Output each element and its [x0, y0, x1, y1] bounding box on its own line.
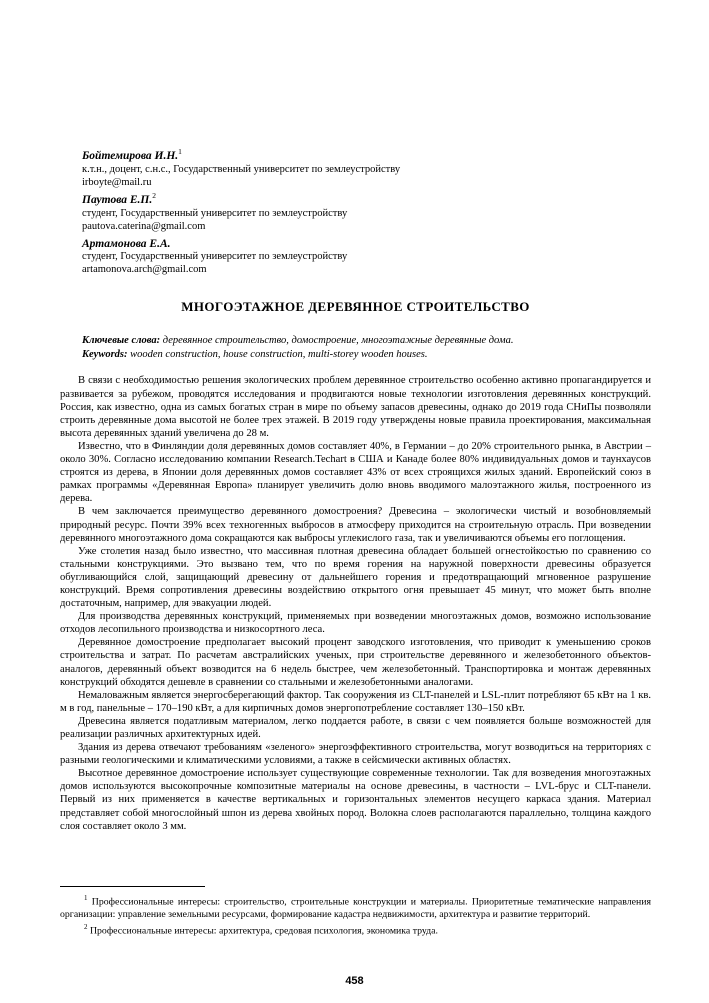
paragraph: Древесина является податливым материалом, легко поддается работе, в связи с чем появляется больше возможностей для реализации различных архитектурных идей.: [60, 715, 651, 741]
paragraph: Известно, что в Финляндии доля деревянных домов составляет 40%, в Германии – до 20% строительного рынка, в Австрии – около 30%. Согласно исследованию компании Research.Techart в США и Канаде более 80% индивидуальных домов и таунхаусов строятся из дерева, в Японии доля деревянных домов составляет 43% от всех строящихся жилых зданий. Европейский союз в рамках программы «Деревянная Европа» планирует увеличить долю вновь вводимого малоэтажного жилья, построенного из дерева.: [60, 440, 651, 505]
author-footnote-marker: 2: [152, 190, 156, 200]
keywords-en-label: Keywords:: [82, 348, 128, 360]
paragraph: Деревянное домостроение предполагает высокий процент заводского изготовления, что приводит к уменьшению сроков строительства и затрат. По расчетам австралийских ученых, при строительстве деревянного и железобетонного объектов-аналогов, деревянный объект возводится на 6 недель быстрее, чем железобетонный. Транспортировка и монтаж деревянных конструкций обходятся дешевле в сравнении со стальными и железобетонными аналогами.: [60, 637, 651, 688]
paragraph: Для производства деревянных конструкций, применяемых при возведении многоэтажных домов, возможно использование отходов лесопильного производства и низкосортного леса.: [60, 611, 651, 636]
page-content: [60, 0, 651, 833]
footnote: [60, 921, 651, 938]
page-number: 458: [345, 975, 364, 987]
author-affiliation: к.т.н., доцент, с.н.с., Государственный университет по землеустройству: [82, 163, 401, 175]
footnote-text: Профессиональные интересы: архитектура, средовая психология, экономика труда.: [87, 925, 438, 937]
paragraph: Высотное деревянное домостроение использует существующие современные технологии. Так для возведения многоэтажных домов используются высокопрочные композитные материалы на основе древесины, в частности – LVL-брус и CLT-панели. Первый из них применяется в качестве вертикальных и горизонтальных элементов несущего каркаса здания. Материал представляет собой многослойный шпон из дерева хвойных пород. Волокна слоев располагаются параллельно, толщина каждого слоя составляет около 3 мм.: [60, 768, 651, 832]
author-name-text: Артамонова Е.А.: [82, 237, 171, 250]
footnote-separator: [60, 886, 205, 887]
paragraph: Здания из дерева отвечают требованиям «зеленого» энергоэффективного строительства, могут возводиться на территориях с разными геологическими и климатическими условиями, а также в сейсмически активных областях.: [60, 742, 651, 767]
footnote-marker: 1: [84, 894, 88, 902]
author-email: irboyte@mail.ru: [82, 176, 152, 188]
paragraph: Уже столетия назад было известно, что массивная плотная древесина обладает большей огнестойкостью по сравнению со стальными конструкциями. Это вызвано тем, что по время горения на наружной поверхности древесины образуется обугливающийся слой, защищающий древесину от дальнейшего горения и предотвращающий мгновенное разрушение конструкций. Время сопротивления древесины воздействию открытого огня превышает 45 минут, что может быть вполне достаточным, например, для эвакуации людей.: [60, 545, 651, 610]
author-footnote-marker: 1: [178, 147, 182, 156]
author-affiliation: студент, Государственный университет по землеустройству: [82, 251, 348, 263]
keywords-ru-text: деревянное строительство, домостроение, многоэтажные деревянные дома.: [160, 335, 514, 347]
paragraph: В связи с необходимостью решения экологических проблем деревянное строительство особенно активно пропагандируется и развивается за рубежом, проводятся исследования и продвигаются новые технологии изготовления деревянных конструкций. Россия, как известно, одна из самых богатых стран в мире по объему запасов древесины, однако до 2019 года СНиПы позволяли строить деревянные дома высотой не более трех этажей. В 2019 году утверждены новые правила проектирования, максимальная высота деревянных зданий увеличена до 28 м.: [60, 375, 651, 439]
author-email: artamonova.arch@gmail.com: [82, 264, 207, 276]
keywords-en-text: wooden construction, house construction, multi-storey wooden houses.: [127, 348, 428, 360]
article-body: [60, 374, 651, 832]
keywords-ru-label: Ключевые слова:: [82, 335, 161, 347]
footnote: [60, 892, 651, 921]
keywords-en: [82, 348, 651, 362]
author-name: [82, 145, 651, 163]
paper-title: МНОГОЭТАЖНОЕ ДЕРЕВЯННОЕ СТРОИТЕЛЬСТВО: [181, 299, 530, 315]
footnotes-section: [60, 886, 651, 938]
keywords-block: [82, 334, 651, 361]
author-email: pautova.caterina@gmail.com: [82, 220, 206, 232]
author-name: [82, 189, 651, 207]
footnote-text: Профессиональные интересы: строительство, строительные конструкции и материалы. Приоритетные тематические направления организации: управление земельными ресурсами, формирование кадастра недвижимости, архитектура и развитие территорий.: [60, 896, 651, 920]
author-affiliation: студент, Государственный университет по землеустройству: [82, 207, 348, 219]
author-name: [82, 233, 651, 251]
author-name-text: Бойтемирова И.Н.: [82, 149, 179, 162]
author-block: [82, 0, 651, 276]
paragraph: В чем заключается преимущество деревянного домостроения? Древесина – экологически чистый и возобновляемый природный ресурс. Почти 39% всех техногенных выбросов в атмосферу приходится на строительную отрасль. При возведении деревянного многоэтажного дома сокращаются как выбросы углекислого газа, так и увеличиваются объемы его поглощения.: [60, 506, 651, 544]
footnote-marker: 2: [84, 923, 88, 932]
paragraph: Немаловажным является энергосберегающий фактор. Так сооружения из CLT-панелей и LSL-плит потребляют 65 кВт на 1 кв. м в год, панельные – 170–190 кВт, а для кирпичных домов энергопотребление составляет 130–150 кВт.: [60, 689, 651, 714]
author-name-text: Паутова Е.П.: [82, 193, 153, 206]
keywords-ru: [82, 334, 651, 348]
